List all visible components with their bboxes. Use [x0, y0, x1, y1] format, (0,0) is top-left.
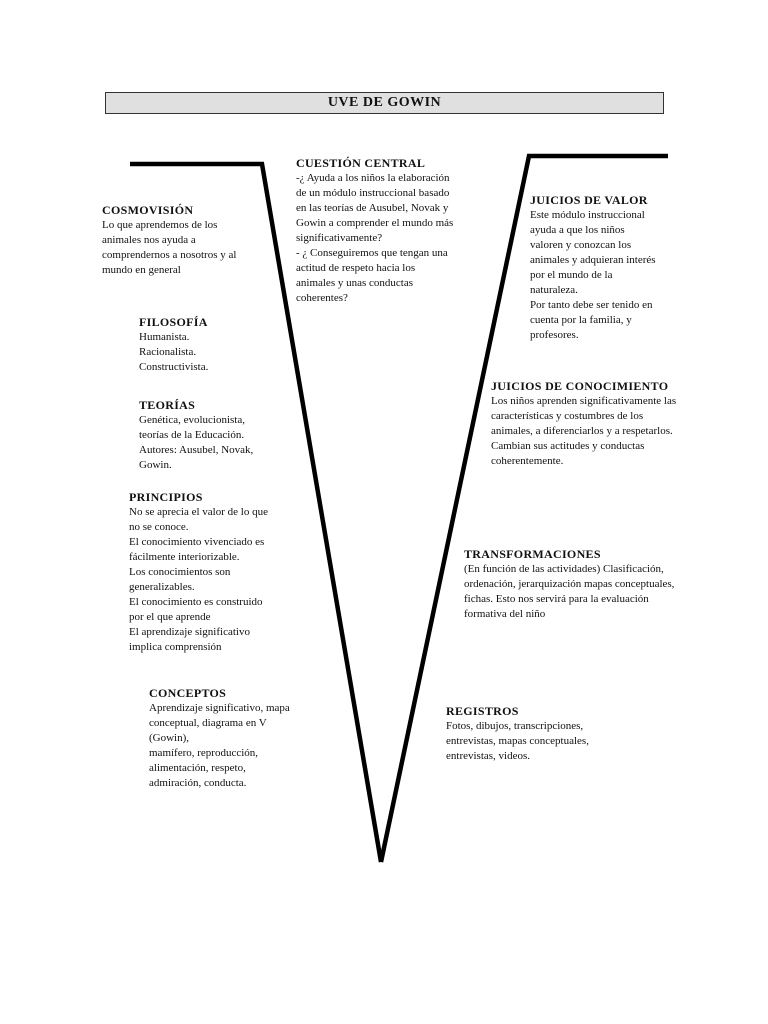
conceptos-line: conceptual, diagrama en V	[149, 717, 267, 729]
teorias-line: Autores: Ausubel, Novak,	[139, 444, 254, 456]
registros-block	[446, 704, 589, 764]
central-question-line: en las teorías de Ausubel, Novak y	[296, 202, 449, 214]
principios-line: implica comprensión	[129, 641, 222, 653]
transformaciones-line: formativa del niño	[464, 608, 546, 620]
teorias-block	[139, 398, 253, 473]
central-question-line: actitud de respeto hacia los	[296, 262, 416, 274]
filosofia-heading: FILOSOFÍA	[139, 315, 208, 329]
central-question-line: significativamente?	[296, 232, 383, 244]
juicios-conocimiento-line: animales, a diferenciarlos y a respetarlos.	[491, 425, 673, 437]
juicios-conocimiento-line: Cambian sus actitudes y conductas	[491, 440, 645, 452]
central-question-line: coherentes?	[296, 292, 348, 304]
teorias-line: teorías de la Educación.	[139, 429, 245, 441]
central-question-line: -¿ Ayuda a los niños la elaboración	[296, 172, 450, 184]
principios-line: Los conocimientos son	[129, 566, 231, 578]
central-question-line: Gowin a comprender el mundo más	[296, 217, 454, 229]
cosmovision-line: Lo que aprendemos de los	[102, 219, 218, 231]
central-question-block	[296, 156, 453, 306]
principios-line: El conocimiento es construido	[129, 596, 263, 608]
registros-line: entrevistas, mapas conceptuales,	[446, 735, 589, 747]
principios-line: fácilmente interiorizable.	[129, 551, 240, 563]
registros-line: Fotos, dibujos, transcripciones,	[446, 720, 584, 732]
principios-line: No se aprecia el valor de lo que	[129, 506, 268, 518]
juicios-conocimiento-line: características y costumbres de los	[491, 410, 644, 422]
conceptos-line: (Gowin),	[149, 732, 190, 744]
juicios-valor-line: por el mundo de la	[530, 269, 613, 281]
juicios-valor-line: ayuda a que los niños	[530, 224, 625, 236]
juicios-conocimiento-line: coherentemente.	[491, 455, 564, 467]
transformaciones-line: ordenación, jerarquización mapas conceptuales,	[464, 578, 675, 590]
principios-heading: PRINCIPIOS	[129, 490, 203, 504]
conceptos-heading: CONCEPTOS	[149, 686, 227, 700]
juicios-valor-line: profesores.	[530, 329, 579, 341]
cosmovision-line: animales nos ayuda a	[102, 234, 196, 246]
conceptos-line: mamífero, reproducción,	[149, 747, 259, 759]
principios-line: por el que aprende	[129, 611, 211, 623]
principios-line: no se conoce.	[129, 521, 189, 533]
conceptos-block	[149, 686, 290, 791]
filosofia-line: Humanista.	[139, 331, 190, 343]
transformaciones-line: (En función de las actividades) Clasificación,	[464, 563, 664, 575]
teorias-heading: TEORÍAS	[139, 398, 196, 412]
juicios-valor-heading: JUICIOS DE VALOR	[530, 193, 648, 207]
cosmovision-line: mundo en general	[102, 264, 181, 276]
principios-line: El conocimiento vivenciado es	[129, 536, 265, 548]
juicios-conocimiento-block	[491, 379, 676, 469]
registros-heading: REGISTROS	[446, 704, 519, 718]
juicios-valor-line: animales y adquieran interés	[530, 254, 656, 266]
juicios-valor-line: naturaleza.	[530, 284, 578, 296]
juicios-valor-line: valoren y conozcan los	[530, 239, 632, 251]
juicios-conocimiento-heading: JUICIOS DE CONOCIMIENTO	[491, 379, 669, 393]
cosmovision-heading: COSMOVISIÓN	[102, 203, 194, 217]
central-question-heading: CUESTIÓN CENTRAL	[296, 156, 426, 170]
transformaciones-line: fichas. Esto nos servirá para la evaluación	[464, 593, 649, 605]
teorias-line: Gowin.	[139, 459, 172, 471]
cosmovision-line: comprendernos a nosotros y al	[102, 249, 237, 261]
central-question-line: - ¿ Conseguiremos que tengan una	[296, 247, 448, 259]
central-question-line: de un módulo instruccional basado	[296, 187, 450, 199]
juicios-valor-line: Este módulo instruccional	[530, 209, 645, 221]
conceptos-line: Aprendizaje significativo, mapa	[149, 702, 290, 714]
transformaciones-heading: TRANSFORMACIONES	[464, 547, 601, 561]
registros-line: entrevistas, videos.	[446, 750, 531, 762]
principios-block	[129, 490, 268, 655]
juicios-valor-line: Por tanto debe ser tenido en	[530, 299, 653, 311]
principios-line: generalizables.	[129, 581, 195, 593]
juicios-valor-line: cuenta por la familia, y	[530, 314, 632, 326]
diagram-title: UVE DE GOWIN	[105, 92, 664, 114]
juicios-conocimiento-line: Los niños aprenden significativamente las	[491, 395, 677, 407]
cosmovision-block	[102, 203, 236, 278]
central-question-line: animales y unas conductas	[296, 277, 413, 289]
filosofia-block	[139, 315, 208, 375]
filosofia-line: Constructivista.	[139, 361, 209, 373]
transformaciones-block	[464, 547, 674, 622]
teorias-line: Genética, evolucionista,	[139, 414, 245, 426]
principios-line: El aprendizaje significativo	[129, 626, 250, 638]
conceptos-line: admiración, conducta.	[149, 777, 247, 789]
filosofia-line: Racionalista.	[139, 346, 197, 358]
conceptos-line: alimentación, respeto,	[149, 762, 246, 774]
juicios-valor-block	[530, 193, 656, 343]
